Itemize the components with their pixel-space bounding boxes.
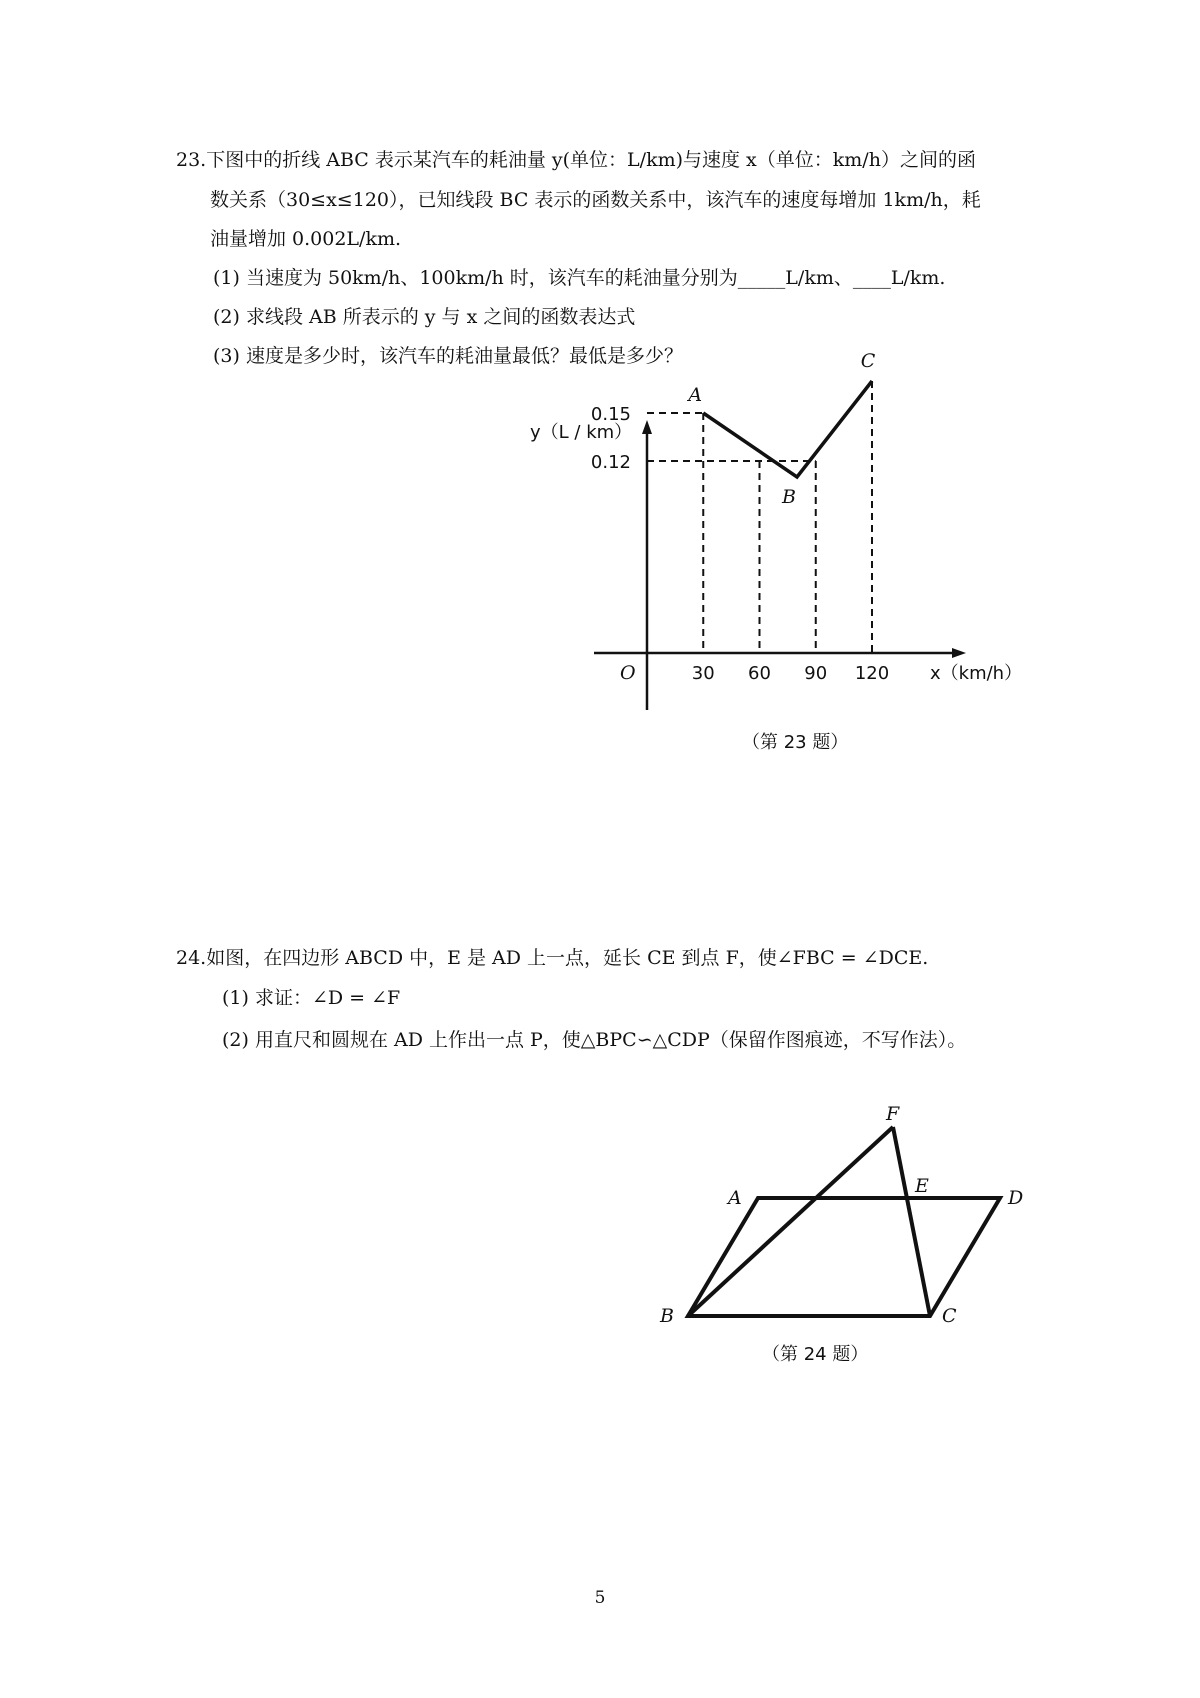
q23-subquestion-1: (1) 当速度为 50km/h、100km/h 时，该汽车的耗油量分别为_____L/km、____L/km. [213,267,946,289]
quadrilateral-ABCD [688,1198,1000,1316]
q23-stem-line1: 23.下图中的折线 ABC 表示某汽车的耗油量 y(单位：L/km)与速度 x（单位：km/h）之间的函 [176,149,976,171]
point-label-C: C [942,1305,957,1327]
point-label-E: E [915,1175,929,1197]
point-label-A: A [728,1187,742,1209]
q24-subquestion-1: (1) 求证：∠D = ∠F [222,987,401,1009]
q23-subquestion-2: (2) 求线段 AB 所表示的 y 与 x 之间的函数表达式 [213,306,636,328]
segment-FC [893,1127,930,1316]
point-label-D: D [1008,1187,1024,1209]
y-tick-label: 0.15 [590,404,631,425]
q23-figure-caption: （第 23 题） [742,732,849,753]
y-tick-label: 0.12 [590,452,631,473]
point-label-B: B [660,1305,674,1327]
point-label-C: C [860,350,876,372]
y-axis-label: y（L / km） [530,422,633,443]
x-tick-label: 90 [804,663,828,684]
q23-subquestion-3: (3) 速度是多少时，该汽车的耗油量最低？最低是多少？ [213,345,683,367]
x-tick-label: 120 [854,663,890,684]
point-label-A: A [688,384,703,406]
q24-subquestion-2: (2) 用直尺和圆规在 AD 上作出一点 P，使△BPC∽△CDP（保留作图痕迹，不写作法）。 [222,1029,967,1051]
x-axis-label: x（km/h） [930,663,1023,684]
origin-label: O [620,662,636,684]
q23-stem-line3: 油量增加 0.002L/km. [210,228,402,250]
x-tick-label: 60 [748,663,771,684]
q24-stem: 24.如图，在四边形 ABCD 中，E 是 AD 上一点，延长 CE 到点 F，使∠FBC = ∠DCE. [176,947,929,969]
point-label-B: B [782,486,796,508]
q24-figure-caption: （第 24 题） [762,1344,869,1365]
page-number: 5 [594,1588,606,1608]
segment-BF [688,1127,893,1316]
q23-stem-line2: 数关系（30≤x≤120），已知线段 BC 表示的函数关系中，该汽车的速度每增加 1km/h，耗 [210,189,981,211]
point-label-F: F [886,1103,900,1125]
x-tick-label: 30 [691,663,715,684]
